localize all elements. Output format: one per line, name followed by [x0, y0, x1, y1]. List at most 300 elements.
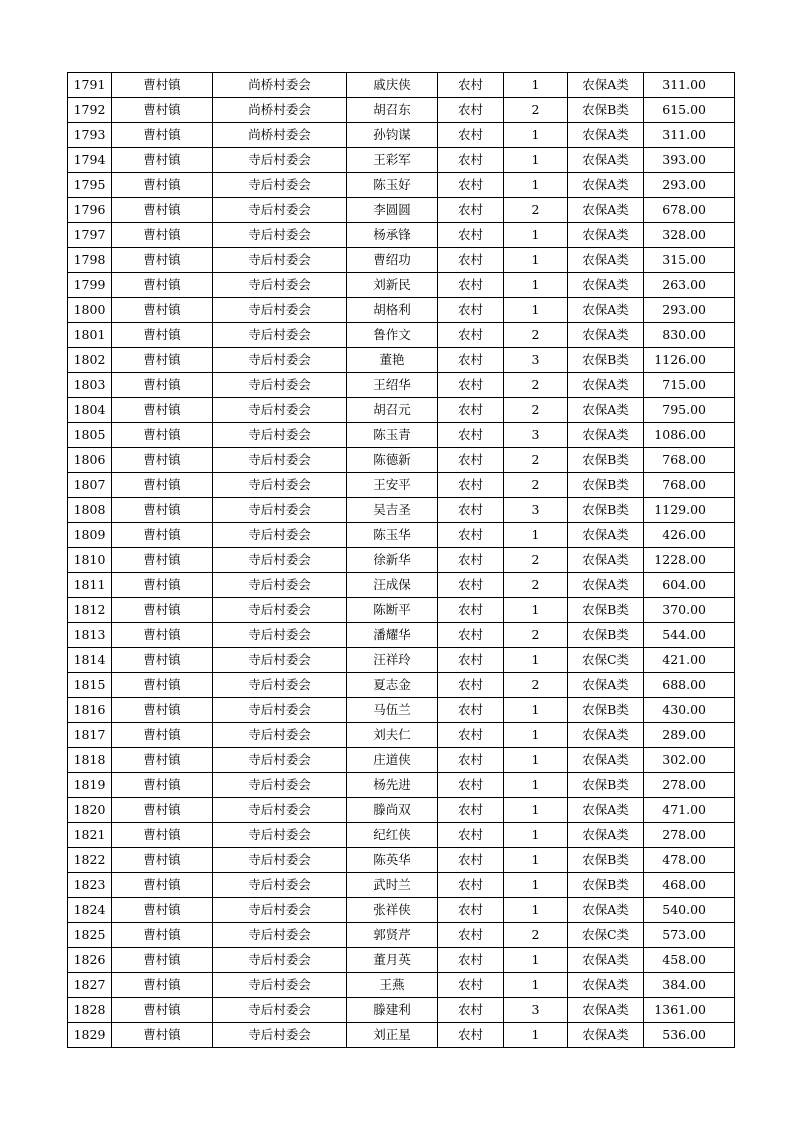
row-number-cell: 1801	[68, 323, 112, 348]
household-size-cell: 1	[504, 123, 568, 148]
household-size-cell: 1	[504, 173, 568, 198]
town-cell: 曹村镇	[112, 273, 213, 298]
insurance-class-cell: 农保A类	[568, 973, 644, 998]
village-committee-cell: 尚桥村委会	[213, 123, 347, 148]
area-type-cell: 农村	[438, 798, 504, 823]
insurance-class-cell: 农保A类	[568, 248, 644, 273]
name-cell: 汪祥玲	[347, 648, 438, 673]
table-row	[68, 173, 735, 198]
amount-cell: 293.00	[644, 173, 735, 198]
insurance-class-cell: 农保B类	[568, 848, 644, 873]
row-number-cell: 1805	[68, 423, 112, 448]
row-number-cell: 1813	[68, 623, 112, 648]
village-committee-cell: 寺后村委会	[213, 173, 347, 198]
area-type-cell: 农村	[438, 223, 504, 248]
village-committee-cell: 寺后村委会	[213, 373, 347, 398]
amount-cell: 468.00	[644, 873, 735, 898]
village-committee-cell: 寺后村委会	[213, 773, 347, 798]
insurance-class-cell: 农保A类	[568, 573, 644, 598]
table-row	[68, 773, 735, 798]
insurance-class-cell: 农保A类	[568, 748, 644, 773]
insurance-class-cell: 农保A类	[568, 423, 644, 448]
name-cell: 庄道侠	[347, 748, 438, 773]
village-committee-cell: 寺后村委会	[213, 973, 347, 998]
insurance-class-cell: 农保B类	[568, 773, 644, 798]
name-cell: 徐新华	[347, 548, 438, 573]
row-number-cell: 1818	[68, 748, 112, 773]
area-type-cell: 农村	[438, 898, 504, 923]
area-type-cell: 农村	[438, 673, 504, 698]
area-type-cell: 农村	[438, 98, 504, 123]
amount-cell: 426.00	[644, 523, 735, 548]
village-committee-cell: 寺后村委会	[213, 723, 347, 748]
row-number-cell: 1829	[68, 1023, 112, 1048]
insurance-class-cell: 农保A类	[568, 523, 644, 548]
table-row	[68, 748, 735, 773]
row-number-cell: 1811	[68, 573, 112, 598]
area-type-cell: 农村	[438, 873, 504, 898]
amount-cell: 795.00	[644, 398, 735, 423]
amount-cell: 573.00	[644, 923, 735, 948]
area-type-cell: 农村	[438, 248, 504, 273]
amount-cell: 328.00	[644, 223, 735, 248]
row-number-cell: 1799	[68, 273, 112, 298]
row-number-cell: 1819	[68, 773, 112, 798]
amount-cell: 471.00	[644, 798, 735, 823]
name-cell: 吴吉圣	[347, 498, 438, 523]
amount-cell: 604.00	[644, 573, 735, 598]
insurance-class-cell: 农保A类	[568, 948, 644, 973]
town-cell: 曹村镇	[112, 723, 213, 748]
insurance-class-cell: 农保B类	[568, 473, 644, 498]
table-row	[68, 998, 735, 1023]
table-row	[68, 273, 735, 298]
row-number-cell: 1794	[68, 148, 112, 173]
town-cell: 曹村镇	[112, 898, 213, 923]
insurance-class-cell: 农保A类	[568, 898, 644, 923]
insurance-class-cell: 农保C类	[568, 648, 644, 673]
household-size-cell: 1	[504, 648, 568, 673]
amount-cell: 421.00	[644, 648, 735, 673]
village-committee-cell: 尚桥村委会	[213, 98, 347, 123]
insurance-class-cell: 农保A类	[568, 323, 644, 348]
table-row	[68, 398, 735, 423]
village-committee-cell: 寺后村委会	[213, 548, 347, 573]
village-committee-cell: 寺后村委会	[213, 873, 347, 898]
village-committee-cell: 寺后村委会	[213, 948, 347, 973]
household-size-cell: 1	[504, 848, 568, 873]
table-row	[68, 448, 735, 473]
village-committee-cell: 尚桥村委会	[213, 73, 347, 98]
area-type-cell: 农村	[438, 1023, 504, 1048]
town-cell: 曹村镇	[112, 823, 213, 848]
row-number-cell: 1823	[68, 873, 112, 898]
insurance-class-cell: 农保A类	[568, 73, 644, 98]
amount-cell: 293.00	[644, 298, 735, 323]
amount-cell: 688.00	[644, 673, 735, 698]
area-type-cell: 农村	[438, 373, 504, 398]
amount-cell: 1361.00	[644, 998, 735, 1023]
insurance-class-cell: 农保A类	[568, 998, 644, 1023]
name-cell: 陈德新	[347, 448, 438, 473]
data-table	[67, 72, 735, 1048]
area-type-cell: 农村	[438, 648, 504, 673]
household-size-cell: 1	[504, 823, 568, 848]
amount-cell: 278.00	[644, 823, 735, 848]
row-number-cell: 1796	[68, 198, 112, 223]
table-row	[68, 873, 735, 898]
row-number-cell: 1807	[68, 473, 112, 498]
area-type-cell: 农村	[438, 123, 504, 148]
table-row	[68, 798, 735, 823]
row-number-cell: 1797	[68, 223, 112, 248]
row-number-cell: 1812	[68, 598, 112, 623]
name-cell: 胡召东	[347, 98, 438, 123]
household-size-cell: 3	[504, 498, 568, 523]
household-size-cell: 3	[504, 998, 568, 1023]
amount-cell: 384.00	[644, 973, 735, 998]
name-cell: 孙钧谋	[347, 123, 438, 148]
village-committee-cell: 寺后村委会	[213, 273, 347, 298]
insurance-class-cell: 农保A类	[568, 798, 644, 823]
area-type-cell: 农村	[438, 498, 504, 523]
village-committee-cell: 寺后村委会	[213, 498, 347, 523]
table-row	[68, 1023, 735, 1048]
name-cell: 纪红侠	[347, 823, 438, 848]
name-cell: 胡格利	[347, 298, 438, 323]
town-cell: 曹村镇	[112, 373, 213, 398]
table-row	[68, 898, 735, 923]
household-size-cell: 2	[504, 398, 568, 423]
name-cell: 汪成保	[347, 573, 438, 598]
area-type-cell: 农村	[438, 748, 504, 773]
row-number-cell: 1820	[68, 798, 112, 823]
name-cell: 王燕	[347, 973, 438, 998]
area-type-cell: 农村	[438, 773, 504, 798]
row-number-cell: 1808	[68, 498, 112, 523]
town-cell: 曹村镇	[112, 473, 213, 498]
area-type-cell: 农村	[438, 298, 504, 323]
area-type-cell: 农村	[438, 698, 504, 723]
village-committee-cell: 寺后村委会	[213, 898, 347, 923]
area-type-cell: 农村	[438, 348, 504, 373]
town-cell: 曹村镇	[112, 973, 213, 998]
amount-cell: 544.00	[644, 623, 735, 648]
name-cell: 董艳	[347, 348, 438, 373]
area-type-cell: 农村	[438, 323, 504, 348]
insurance-class-cell: 农保A类	[568, 398, 644, 423]
household-size-cell: 1	[504, 973, 568, 998]
insurance-class-cell: 农保A类	[568, 273, 644, 298]
household-size-cell: 1	[504, 698, 568, 723]
table-row	[68, 698, 735, 723]
area-type-cell: 农村	[438, 998, 504, 1023]
household-size-cell: 1	[504, 898, 568, 923]
insurance-class-cell: 农保A类	[568, 198, 644, 223]
amount-cell: 1126.00	[644, 348, 735, 373]
amount-cell: 1086.00	[644, 423, 735, 448]
name-cell: 王绍华	[347, 373, 438, 398]
insurance-class-cell: 农保B类	[568, 873, 644, 898]
household-size-cell: 2	[504, 473, 568, 498]
village-committee-cell: 寺后村委会	[213, 448, 347, 473]
household-size-cell: 2	[504, 548, 568, 573]
town-cell: 曹村镇	[112, 298, 213, 323]
household-size-cell: 2	[504, 98, 568, 123]
row-number-cell: 1800	[68, 298, 112, 323]
amount-cell: 311.00	[644, 123, 735, 148]
household-size-cell: 1	[504, 223, 568, 248]
amount-cell: 478.00	[644, 848, 735, 873]
village-committee-cell: 寺后村委会	[213, 423, 347, 448]
row-number-cell: 1825	[68, 923, 112, 948]
area-type-cell: 农村	[438, 473, 504, 498]
amount-cell: 1228.00	[644, 548, 735, 573]
row-number-cell: 1826	[68, 948, 112, 973]
table-row	[68, 198, 735, 223]
household-size-cell: 1	[504, 298, 568, 323]
village-committee-cell: 寺后村委会	[213, 298, 347, 323]
household-size-cell: 1	[504, 873, 568, 898]
area-type-cell: 农村	[438, 723, 504, 748]
amount-cell: 302.00	[644, 748, 735, 773]
insurance-class-cell: 农保A类	[568, 373, 644, 398]
name-cell: 刘夫仁	[347, 723, 438, 748]
name-cell: 杨先进	[347, 773, 438, 798]
insurance-class-cell: 农保C类	[568, 923, 644, 948]
row-number-cell: 1798	[68, 248, 112, 273]
town-cell: 曹村镇	[112, 773, 213, 798]
insurance-class-cell: 农保A类	[568, 123, 644, 148]
amount-cell: 830.00	[644, 323, 735, 348]
village-committee-cell: 寺后村委会	[213, 923, 347, 948]
town-cell: 曹村镇	[112, 748, 213, 773]
household-size-cell: 2	[504, 448, 568, 473]
area-type-cell: 农村	[438, 623, 504, 648]
amount-cell: 430.00	[644, 698, 735, 723]
name-cell: 张祥侠	[347, 898, 438, 923]
village-committee-cell: 寺后村委会	[213, 148, 347, 173]
village-committee-cell: 寺后村委会	[213, 398, 347, 423]
name-cell: 鲁作文	[347, 323, 438, 348]
insurance-class-cell: 农保A类	[568, 823, 644, 848]
table-row	[68, 623, 735, 648]
table-row	[68, 598, 735, 623]
village-committee-cell: 寺后村委会	[213, 573, 347, 598]
household-size-cell: 1	[504, 273, 568, 298]
name-cell: 王安平	[347, 473, 438, 498]
area-type-cell: 农村	[438, 573, 504, 598]
row-number-cell: 1816	[68, 698, 112, 723]
table-row	[68, 923, 735, 948]
name-cell: 杨承锋	[347, 223, 438, 248]
table-row	[68, 648, 735, 673]
amount-cell: 263.00	[644, 273, 735, 298]
amount-cell: 315.00	[644, 248, 735, 273]
amount-cell: 768.00	[644, 448, 735, 473]
village-committee-cell: 寺后村委会	[213, 1023, 347, 1048]
insurance-class-cell: 农保B类	[568, 348, 644, 373]
area-type-cell: 农村	[438, 148, 504, 173]
town-cell: 曹村镇	[112, 948, 213, 973]
name-cell: 郭贤芹	[347, 923, 438, 948]
row-number-cell: 1814	[68, 648, 112, 673]
row-number-cell: 1791	[68, 73, 112, 98]
area-type-cell: 农村	[438, 448, 504, 473]
insurance-class-cell: 农保A类	[568, 723, 644, 748]
household-size-cell: 2	[504, 673, 568, 698]
table-row	[68, 348, 735, 373]
amount-cell: 311.00	[644, 73, 735, 98]
area-type-cell: 农村	[438, 423, 504, 448]
amount-cell: 540.00	[644, 898, 735, 923]
table-row	[68, 123, 735, 148]
area-type-cell: 农村	[438, 548, 504, 573]
household-size-cell: 1	[504, 148, 568, 173]
town-cell: 曹村镇	[112, 323, 213, 348]
amount-cell: 615.00	[644, 98, 735, 123]
table-row	[68, 973, 735, 998]
area-type-cell: 农村	[438, 198, 504, 223]
name-cell: 戚庆侠	[347, 73, 438, 98]
village-committee-cell: 寺后村委会	[213, 223, 347, 248]
area-type-cell: 农村	[438, 923, 504, 948]
village-committee-cell: 寺后村委会	[213, 698, 347, 723]
name-cell: 滕尚双	[347, 798, 438, 823]
area-type-cell: 农村	[438, 948, 504, 973]
town-cell: 曹村镇	[112, 198, 213, 223]
row-number-cell: 1810	[68, 548, 112, 573]
amount-cell: 393.00	[644, 148, 735, 173]
name-cell: 陈英华	[347, 848, 438, 873]
name-cell: 马伍兰	[347, 698, 438, 723]
table-row	[68, 323, 735, 348]
name-cell: 陈玉华	[347, 523, 438, 548]
table-row	[68, 73, 735, 98]
name-cell: 王彩军	[347, 148, 438, 173]
village-committee-cell: 寺后村委会	[213, 998, 347, 1023]
name-cell: 陈断平	[347, 598, 438, 623]
area-type-cell: 农村	[438, 398, 504, 423]
name-cell: 李圆圆	[347, 198, 438, 223]
village-committee-cell: 寺后村委会	[213, 348, 347, 373]
household-size-cell: 2	[504, 198, 568, 223]
insurance-class-cell: 农保A类	[568, 298, 644, 323]
household-size-cell: 2	[504, 573, 568, 598]
village-committee-cell: 寺后村委会	[213, 198, 347, 223]
table-row	[68, 498, 735, 523]
insurance-class-cell: 农保A类	[568, 173, 644, 198]
name-cell: 刘正星	[347, 1023, 438, 1048]
row-number-cell: 1828	[68, 998, 112, 1023]
table-row	[68, 423, 735, 448]
name-cell: 曹绍功	[347, 248, 438, 273]
row-number-cell: 1815	[68, 673, 112, 698]
table-row	[68, 248, 735, 273]
row-number-cell: 1802	[68, 348, 112, 373]
town-cell: 曹村镇	[112, 348, 213, 373]
village-committee-cell: 寺后村委会	[213, 523, 347, 548]
table-row	[68, 298, 735, 323]
name-cell: 陈玉青	[347, 423, 438, 448]
row-number-cell: 1824	[68, 898, 112, 923]
row-number-cell: 1792	[68, 98, 112, 123]
town-cell: 曹村镇	[112, 448, 213, 473]
household-size-cell: 2	[504, 373, 568, 398]
village-committee-cell: 寺后村委会	[213, 823, 347, 848]
household-size-cell: 1	[504, 948, 568, 973]
area-type-cell: 农村	[438, 273, 504, 298]
village-committee-cell: 寺后村委会	[213, 323, 347, 348]
table-row	[68, 573, 735, 598]
household-size-cell: 2	[504, 923, 568, 948]
insurance-class-cell: 农保B类	[568, 98, 644, 123]
household-size-cell: 1	[504, 748, 568, 773]
town-cell: 曹村镇	[112, 698, 213, 723]
insurance-class-cell: 农保A类	[568, 223, 644, 248]
town-cell: 曹村镇	[112, 223, 213, 248]
household-size-cell: 3	[504, 348, 568, 373]
row-number-cell: 1806	[68, 448, 112, 473]
table-row	[68, 673, 735, 698]
amount-cell: 768.00	[644, 473, 735, 498]
table-row	[68, 523, 735, 548]
area-type-cell: 农村	[438, 823, 504, 848]
name-cell: 董月英	[347, 948, 438, 973]
town-cell: 曹村镇	[112, 673, 213, 698]
name-cell: 滕建利	[347, 998, 438, 1023]
row-number-cell: 1793	[68, 123, 112, 148]
village-committee-cell: 寺后村委会	[213, 623, 347, 648]
village-committee-cell: 寺后村委会	[213, 673, 347, 698]
insurance-class-cell: 农保B类	[568, 698, 644, 723]
insurance-class-cell: 农保A类	[568, 548, 644, 573]
name-cell: 刘新民	[347, 273, 438, 298]
area-type-cell: 农村	[438, 973, 504, 998]
town-cell: 曹村镇	[112, 173, 213, 198]
town-cell: 曹村镇	[112, 998, 213, 1023]
insurance-class-cell: 农保B类	[568, 623, 644, 648]
town-cell: 曹村镇	[112, 598, 213, 623]
household-size-cell: 1	[504, 798, 568, 823]
name-cell: 夏志金	[347, 673, 438, 698]
amount-cell: 370.00	[644, 598, 735, 623]
household-size-cell: 3	[504, 423, 568, 448]
town-cell: 曹村镇	[112, 873, 213, 898]
town-cell: 曹村镇	[112, 648, 213, 673]
name-cell: 陈玉好	[347, 173, 438, 198]
insurance-class-cell: 农保A类	[568, 148, 644, 173]
village-committee-cell: 寺后村委会	[213, 598, 347, 623]
household-size-cell: 1	[504, 723, 568, 748]
household-size-cell: 1	[504, 73, 568, 98]
area-type-cell: 农村	[438, 848, 504, 873]
row-number-cell: 1827	[68, 973, 112, 998]
amount-cell: 458.00	[644, 948, 735, 973]
table-body	[68, 73, 735, 1048]
row-number-cell: 1804	[68, 398, 112, 423]
town-cell: 曹村镇	[112, 573, 213, 598]
table-row	[68, 823, 735, 848]
village-committee-cell: 寺后村委会	[213, 798, 347, 823]
town-cell: 曹村镇	[112, 1023, 213, 1048]
town-cell: 曹村镇	[112, 73, 213, 98]
household-size-cell: 1	[504, 1023, 568, 1048]
row-number-cell: 1817	[68, 723, 112, 748]
amount-cell: 536.00	[644, 1023, 735, 1048]
row-number-cell: 1795	[68, 173, 112, 198]
table-row	[68, 473, 735, 498]
